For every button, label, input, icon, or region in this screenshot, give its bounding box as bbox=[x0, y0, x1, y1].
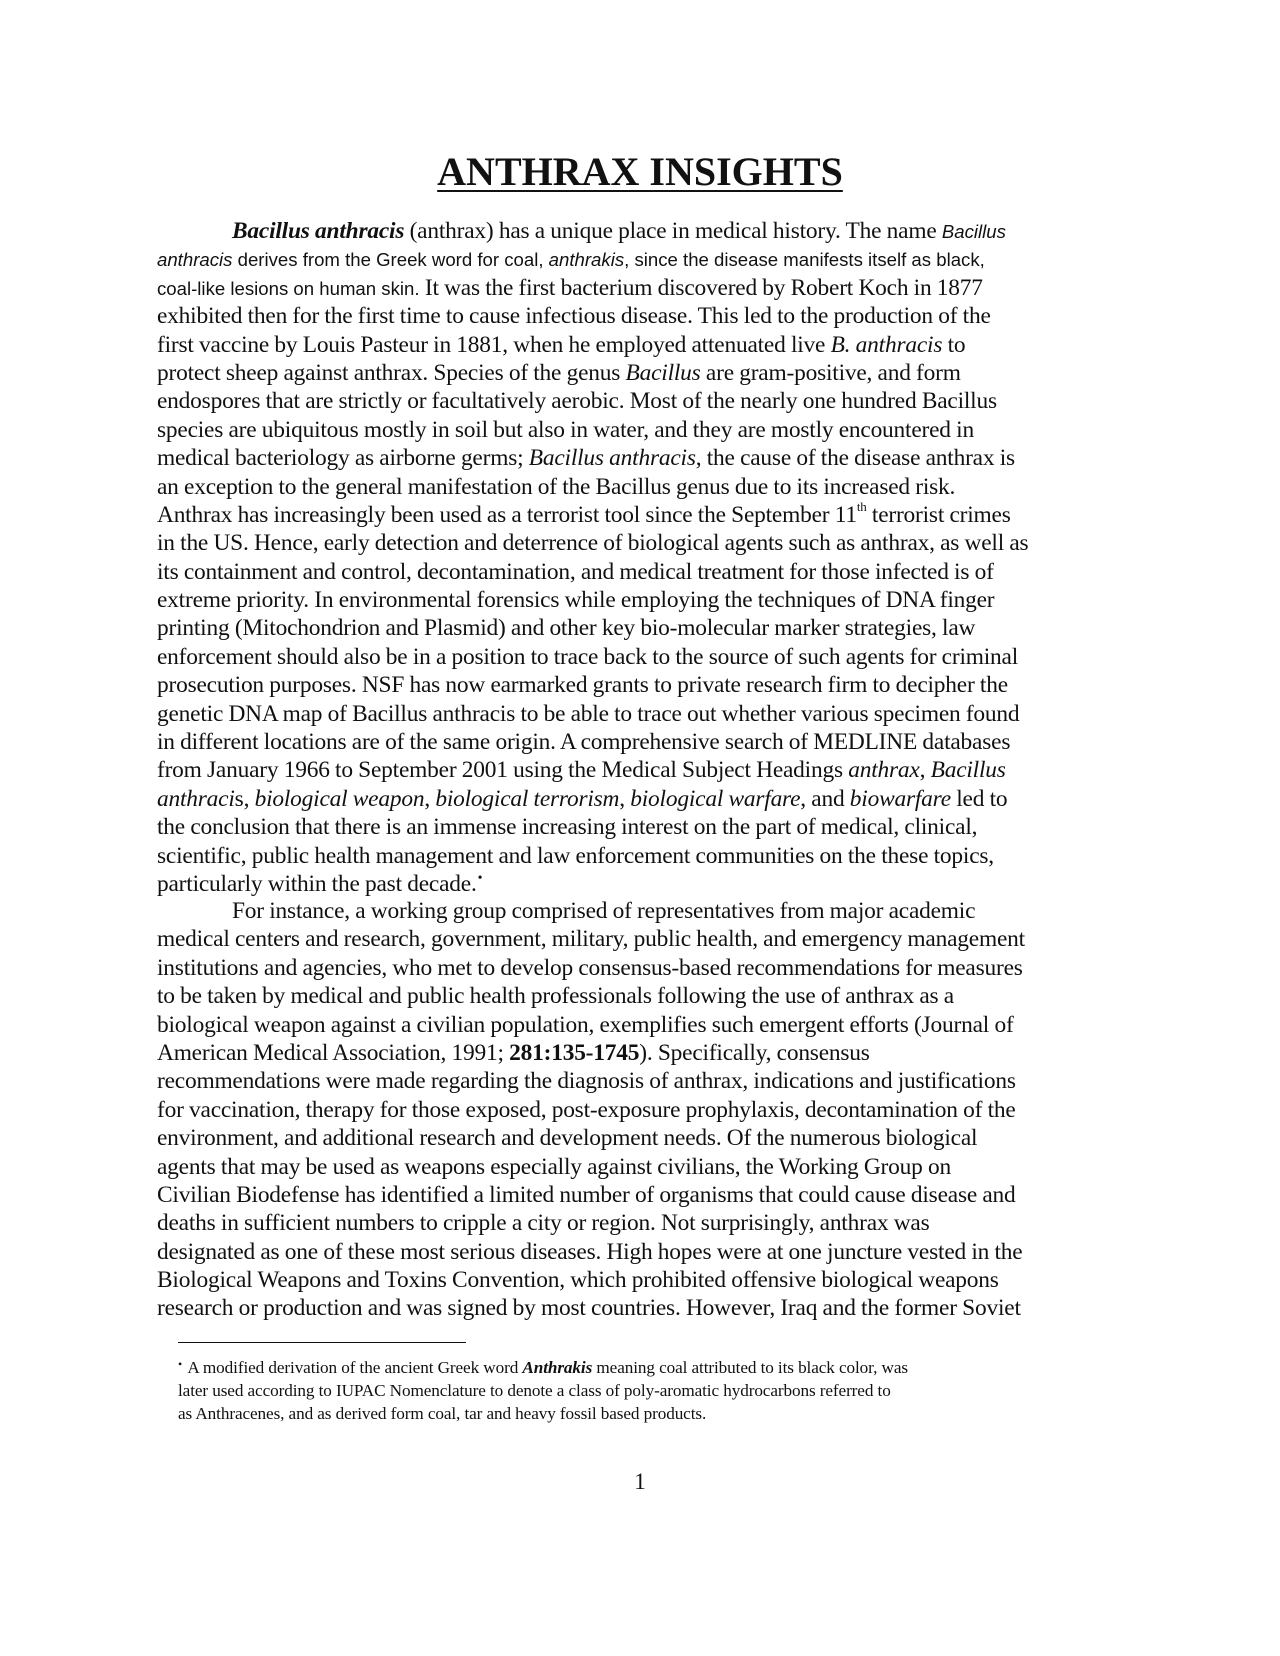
italic-term: Bacillus anthracis bbox=[528, 445, 696, 472]
text-line: in the US. Hence, early detection and deterrence of biological agents such as anthrax, as well as bbox=[157, 530, 1029, 557]
italic-term: anthracis bbox=[157, 249, 233, 271]
text-line bbox=[157, 897, 1127, 925]
text-run: are gram-positive, and form bbox=[700, 359, 961, 386]
text-run: from January 1966 to September 2001 using the Medical Subject Headings bbox=[157, 757, 849, 784]
page-number: 1 bbox=[634, 1469, 646, 1494]
italic-term: biological weapon bbox=[254, 785, 425, 812]
text-run: It was the first bacterium discovered by Robert Koch in 1877 bbox=[419, 274, 983, 301]
text-run: Anthrax has increasingly been used as a terrorist tool since the September 11 bbox=[157, 501, 857, 528]
italic-term: B. anthracis bbox=[830, 331, 943, 358]
text-run: (anthrax) has a unique place in medical history. The name bbox=[404, 218, 942, 244]
text-line: recommendations were made regarding the diagnosis of anthrax, indications and justifications bbox=[157, 1068, 1016, 1095]
text-run: , the cause of the disease anthrax is bbox=[695, 445, 1015, 472]
text-run: , since the disease manifests itself as black, bbox=[624, 249, 985, 271]
footnote bbox=[178, 1356, 1078, 1425]
text-line: extreme priority. In environmental forensics while employing the techniques of DNA finger bbox=[157, 587, 995, 614]
text-line bbox=[157, 756, 1127, 784]
text-line: enforcement should also be in a position to trace back to the source of such agents for criminal bbox=[157, 643, 1019, 670]
text-run: s, bbox=[234, 785, 255, 812]
text-line: research or production and was signed by most countries. However, Iraq and the former Soviet bbox=[157, 1295, 1021, 1322]
text-line: agents that may be used as weapons especially against civilians, the Working Group on bbox=[157, 1153, 951, 1180]
text-run: led to bbox=[950, 785, 1008, 812]
text-run: For instance, a working group comprised of representatives from major academic bbox=[232, 898, 976, 924]
text-line: printing (Mitochondrion and Plasmid) and other key bio-molecular marker strategies, law bbox=[157, 615, 976, 642]
text-line: endospores that are strictly or facultatively aerobic. Most of the nearly one hundred Bacillus bbox=[157, 388, 997, 415]
italic-term: Bacillus bbox=[625, 359, 701, 386]
page-title: ANTHRAX INSIGHTS bbox=[437, 149, 843, 194]
text-line: the conclusion that there is an immense increasing interest on the part of medical, clinical, bbox=[157, 814, 978, 841]
text-line bbox=[157, 785, 1127, 813]
text-line: an exception to the general manifestation of the Bacillus genus due to its increased risk. bbox=[157, 473, 956, 500]
text-line: biological weapon against a civilian population, exemplifies such emergent efforts (Journal of bbox=[157, 1011, 1014, 1038]
paragraph-2 bbox=[157, 897, 1127, 1323]
text-line: in different locations are of the same origin. A comprehensive search of MEDLINE databases bbox=[157, 729, 1011, 756]
paragraph-1 bbox=[157, 217, 1127, 898]
text-run: protect sheep against anthrax. Species of the genus bbox=[157, 359, 626, 386]
text-line bbox=[157, 217, 1127, 245]
text-run: , bbox=[619, 785, 631, 812]
text-line: medical centers and research, government, military, public health, and emergency management bbox=[157, 926, 1025, 953]
text-run: , and bbox=[800, 785, 850, 812]
text-run: , bbox=[424, 785, 436, 812]
text-line: species are ubiquitous mostly in soil but also in water, and they are mostly encountered in bbox=[157, 416, 974, 443]
italic-term: biological terrorism bbox=[435, 785, 620, 812]
italic-term: Bacillus bbox=[941, 221, 1006, 242]
text-line: Biological Weapons and Toxins Convention, which prohibited offensive biological weapons bbox=[157, 1267, 999, 1294]
text-line: institutions and agencies, who met to develop consensus-based recommendations for measures bbox=[157, 954, 1023, 981]
citation-pages: 281:135-1745 bbox=[509, 1039, 640, 1066]
text-line bbox=[157, 245, 1127, 273]
text-run: first vaccine by Louis Pasteur in 1881, when he employed attenuated live bbox=[157, 331, 831, 358]
text-line: genetic DNA map of Bacillus anthracis to be able to trace out whether various specimen found bbox=[157, 700, 1020, 727]
italic-term: Bacillus bbox=[930, 757, 1006, 784]
text-run: terrorist crimes bbox=[866, 501, 1011, 528]
text-line bbox=[157, 870, 1127, 898]
text-line: to be taken by medical and public health professionals following the use of anthrax as a bbox=[157, 983, 954, 1010]
text-line: designated as one of these most serious diseases. High hopes were at one juncture vested in the bbox=[157, 1238, 1023, 1265]
text-run: derives from the Greek word for coal, bbox=[232, 249, 549, 271]
footnote-line: later used according to IUPAC Nomenclature to denote a class of poly-aromatic hydrocarbons referred to bbox=[178, 1381, 891, 1400]
text-run: medical bacteriology as airborne germs; bbox=[157, 445, 529, 472]
italic-term: anthrax bbox=[848, 757, 920, 784]
text-line bbox=[157, 359, 1127, 387]
text-run: meaning coal attributed to its black color, was bbox=[592, 1358, 908, 1377]
footnote-reference[interactable]: • bbox=[477, 870, 483, 886]
ordinal-superscript: th bbox=[856, 499, 867, 515]
text-line: scientific, public health management and law enforcement communities on the these topics, bbox=[157, 842, 994, 869]
footnote-separator bbox=[178, 1342, 466, 1343]
bold-italic-term: Bacillus anthracis bbox=[232, 218, 405, 244]
italic-term: biowarfare bbox=[849, 785, 951, 812]
footnote-line bbox=[178, 1356, 1078, 1379]
text-line: deaths in sufficient numbers to cripple a city or region. Not surprisingly, anthrax was bbox=[157, 1210, 930, 1237]
text-run: ). Specifically, consensus bbox=[639, 1039, 870, 1066]
text-line: for vaccination, therapy for those exposed, post-exposure prophylaxis, decontamination of the bbox=[157, 1096, 1016, 1123]
text-run: particularly within the past decade. bbox=[157, 870, 477, 897]
text-line: environment, and additional research and development needs. Of the numerous biological bbox=[157, 1125, 978, 1152]
text-line bbox=[157, 274, 1127, 302]
text-line: exhibited then for the first time to cause infectious disease. This led to the production of the bbox=[157, 303, 991, 330]
text-run: to bbox=[942, 331, 966, 358]
text-line: Civilian Biodefense has identified a limited number of organisms that could cause disease and bbox=[157, 1181, 1016, 1208]
text-line: its containment and control, decontamination, and medical treatment for those infected is of bbox=[157, 558, 994, 585]
italic-term: biological warfare bbox=[630, 785, 801, 812]
footnote-symbol: • bbox=[178, 1357, 183, 1371]
text-line: prosecution purposes. NSF has now earmarked grants to private research firm to decipher the bbox=[157, 672, 1008, 699]
text-line bbox=[157, 1039, 1127, 1067]
text-run: A modified derivation of the ancient Greek word bbox=[184, 1358, 523, 1377]
footnote-line: as Anthracenes, and as derived form coal, tar and heavy fossil based products. bbox=[178, 1404, 707, 1423]
text-run: , bbox=[919, 757, 931, 784]
italic-term: anthrakis bbox=[548, 249, 625, 271]
text-run: coal-like lesions on human skin. bbox=[157, 277, 420, 299]
text-run: American Medical Association, 1991; bbox=[157, 1039, 510, 1066]
bold-italic-term: Anthrakis bbox=[522, 1358, 593, 1377]
text-line bbox=[157, 501, 1127, 529]
text-line bbox=[157, 444, 1127, 472]
text-line bbox=[157, 331, 1127, 359]
italic-term: anthraci bbox=[157, 785, 235, 812]
